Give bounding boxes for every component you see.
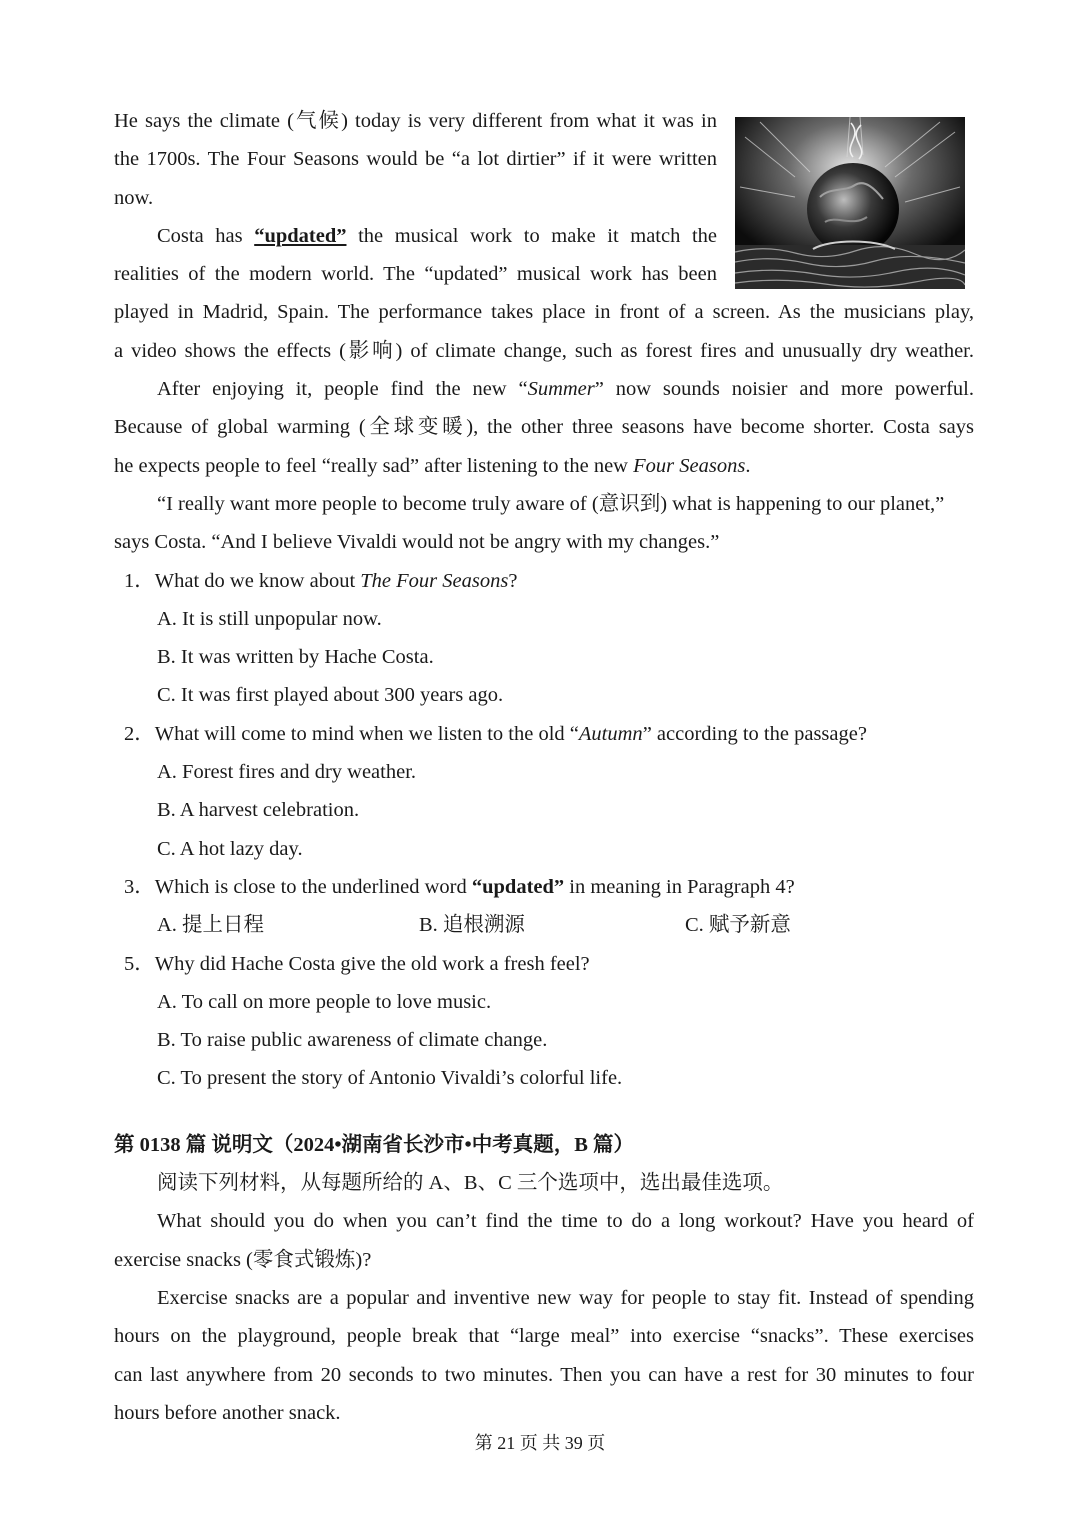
italic-title: Four Seasons (633, 454, 746, 477)
paragraph-line: What should you do when you can’t find the time to do a long workout? Have you heard of (157, 1210, 974, 1233)
text-span: After enjoying it, people find the new “ (157, 378, 528, 401)
question-3 (114, 868, 974, 906)
text-span: the musical work to make it match the (346, 224, 717, 247)
option-b: B. To raise public awareness of climate change. (157, 1029, 548, 1052)
paragraph-line: Exercise snacks are a popular and inventive new way for people to stay fit. Instead of spending (157, 1286, 974, 1309)
text-span: in meaning in Paragraph 4? (564, 875, 795, 898)
option-b: B. A harvest celebration. (157, 799, 360, 822)
option-c: C. To present the story of Antonio Vivaldi’s colorful life. (157, 1067, 623, 1090)
paragraph-line (114, 447, 974, 485)
text-span: 2．What will come to mind when we listen to the old “ (124, 722, 579, 745)
option-b: B. 追根溯源 (419, 914, 525, 937)
text-span: he expects people to feel “really sad” after listening to the new (114, 454, 634, 477)
text-span: 1．What do we know about (124, 569, 361, 592)
option-b: B. It was written by Hache Costa. (157, 646, 434, 669)
paragraph-line: now. (114, 186, 154, 209)
paragraph-line (114, 217, 717, 255)
question-5: 5．Why did Hache Costa give the old work a fresh feel? (124, 952, 590, 975)
text-span: 3．Which is close to the underlined word (124, 875, 472, 898)
option-a: A. Forest fires and dry weather. (157, 761, 417, 784)
italic-title: Summer (527, 378, 595, 401)
paragraph-line: hours on the playground, people break that “large meal” into exercise “snacks”. These exercises (114, 1325, 974, 1348)
text-span: Costa has (157, 224, 255, 247)
italic-title: Autumn (578, 722, 643, 745)
document-page (114, 102, 974, 1432)
paragraph-line: “I really want more people to become truly aware of (意识到) what is happening to our planet,” (157, 492, 945, 515)
option-a: A. To call on more people to love music. (157, 990, 492, 1013)
question-1 (114, 562, 974, 600)
italic-title: The Four Seasons (360, 569, 509, 592)
section-heading: 第 0138 篇 说明文（2024•湖南省长沙市•中考真题，B 篇） (114, 1133, 635, 1156)
option-a: A. It is still unpopular now. (157, 607, 382, 630)
question-2 (114, 715, 974, 753)
paragraph-line: can last anywhere from 20 seconds to two minutes. Then you can have a rest for 30 minutes to four (114, 1363, 974, 1386)
text-span: ? (508, 569, 518, 592)
instruction-line: 阅读下列材料，从每题所给的 A、B、C 三个选项中，选出最佳选项。 (157, 1172, 784, 1195)
paragraph-line: He says the climate (气候) today is very different from what it was in (114, 110, 717, 132)
page-footer: 第 21 页 共 39 页 (474, 1433, 606, 1453)
paragraph-line: Because of global warming (全球变暖), the other three seasons have become shorter. Costa says (114, 416, 974, 439)
paragraph-line (114, 370, 974, 408)
paragraph-line: hours before another snack. (114, 1401, 341, 1424)
paragraph-line: played in Madrid, Spain. The performance takes place in front of a screen. As the musicians play, (114, 301, 974, 324)
paragraph-line: exercise snacks (零食式锻炼)? (114, 1248, 372, 1271)
option-c: C. It was first played about 300 years ago. (157, 684, 504, 707)
option-row (114, 906, 974, 944)
text-span: . (745, 454, 751, 477)
section-spacer (114, 1098, 974, 1126)
bold-word: “updated” (471, 875, 565, 898)
option-c: C. 赋予新意 (685, 914, 791, 937)
option-c: C. A hot lazy day. (157, 837, 303, 860)
text-span: ” now sounds noisier and more powerful. (594, 378, 974, 401)
paragraph-line: says Costa. “And I believe Vivaldi would not be angry with my changes.” (114, 531, 720, 554)
paragraph-line: realities of the modern world. The “updated” musical work has been (114, 263, 717, 286)
paragraph-line: a video shows the effects (影响) of climate change, such as forest fires and unusually dry weather. (114, 339, 974, 362)
underlined-word: “updated” (254, 224, 347, 247)
paragraph-line: the 1700s. The Four Seasons would be “a lot dirtier” if it were written (114, 148, 717, 171)
option-a: A. 提上日程 (157, 914, 265, 937)
text-span: ” according to the passage? (642, 722, 867, 745)
